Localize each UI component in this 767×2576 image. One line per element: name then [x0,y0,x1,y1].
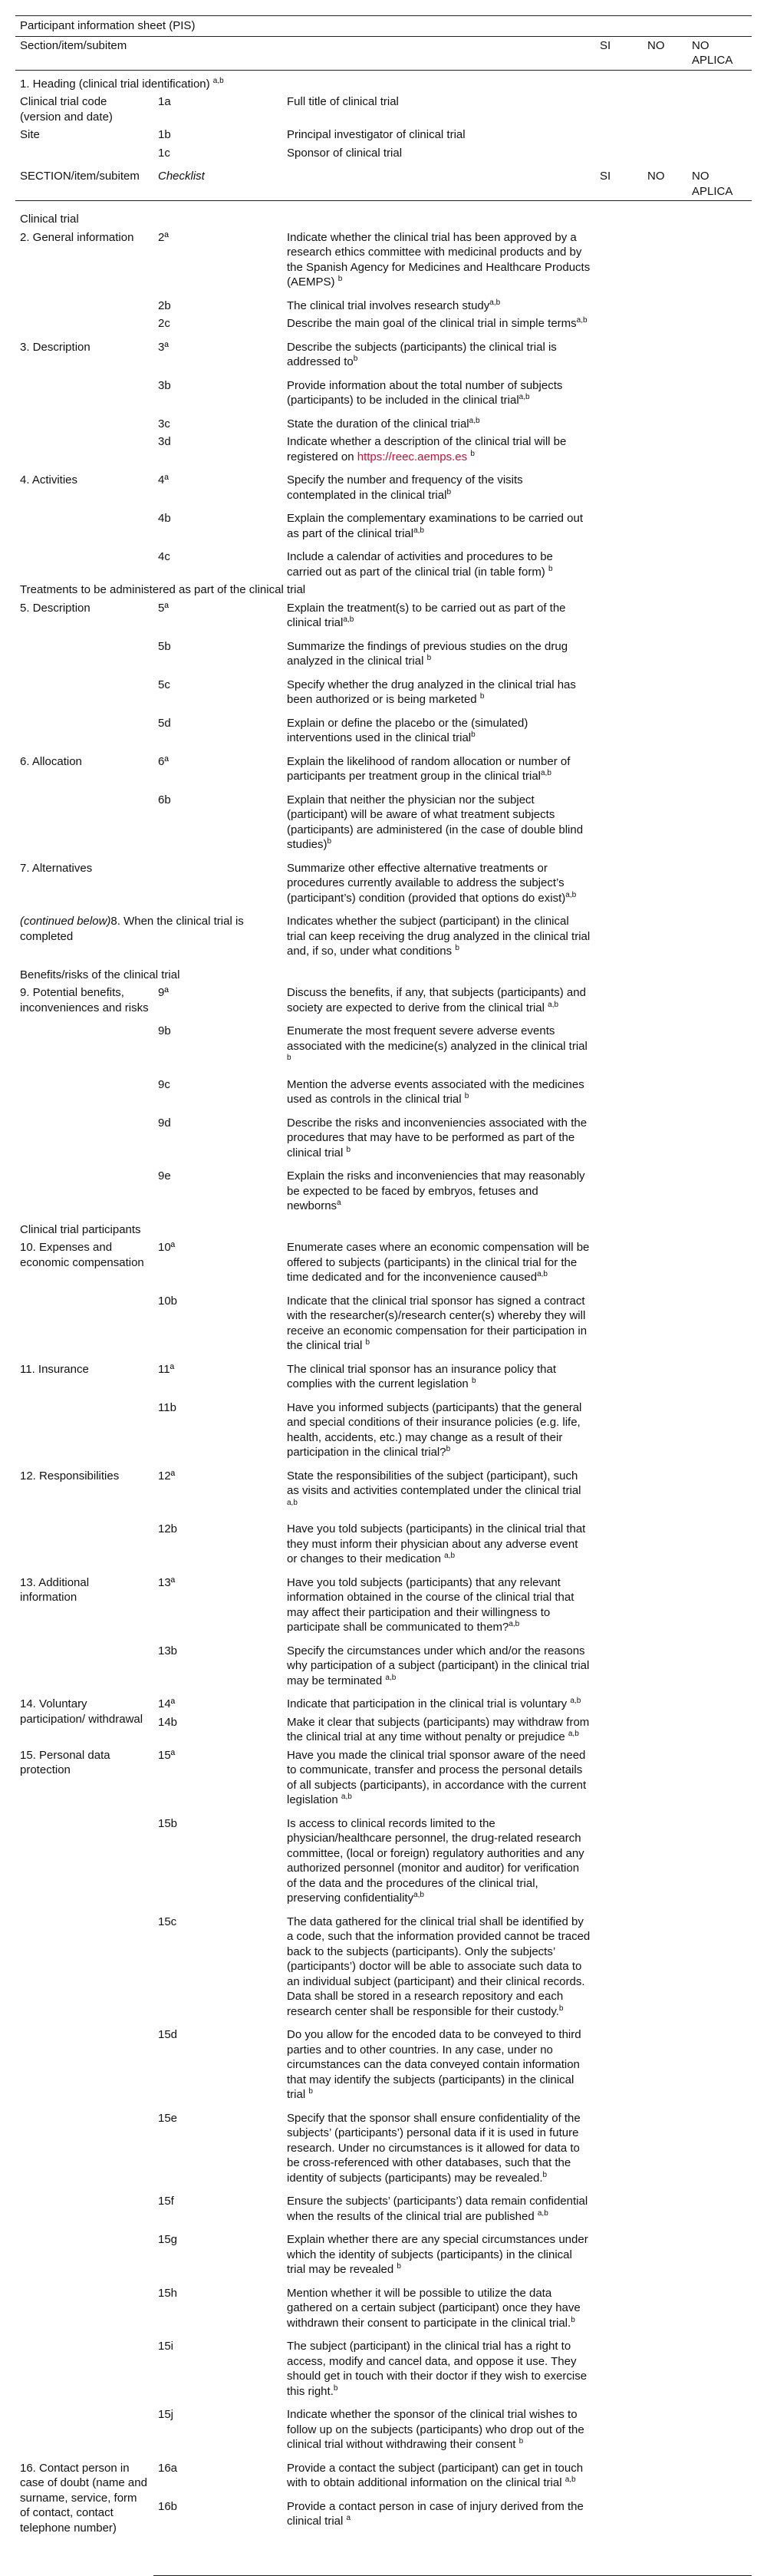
pis-checklist-table [15,15,752,2576]
section-label: 12. Responsibilities [20,1469,120,1483]
item-code: 9b [158,1024,171,1037]
item-text: Have you told subjects (participants) in the clinical trial that they must inform their physician about any adverse event or changes to their medication $^{a,b}$ [287,1522,586,1565]
section-label: 2. General information [20,230,134,244]
item-text: Describe the subjects (participants) the clinical trial is addressed $to^b$ [287,340,557,368]
header2-yes: SI [595,167,643,201]
group-treatments: Treatments to be administered as part of the clinical trial [20,583,306,596]
section-label: 16. Contact person in case of doubt (name and surname, service, form of contact, contact telephone number) [20,2461,147,2535]
section-label: 9. Potential benefits, inconveniences and risks [20,986,149,1014]
item-code: 1a [158,95,171,108]
table-row [15,1239,752,1292]
table-row [15,510,752,548]
header-no: NO [643,36,687,70]
item-code: 3b [158,378,171,392]
table-row [15,1292,752,1361]
item-text: Provide information about the total number of subjects (participants) to be included in the clinical trial$^{a,b}$ [287,378,563,407]
table-title-row [15,16,752,37]
item-code: 9ª [158,986,169,999]
section-label: 3. Description [20,340,91,354]
item-code: 15j [158,2408,174,2421]
header2-na: NO APLICA [687,167,752,201]
item-text: Make it clear that subjects (participants) may withdraw from the clinical trial at any time without penalty or prejudice $^{a,b}$ [287,1715,590,1743]
table-row [15,676,752,714]
item-text: Indicate whether the clinical trial has been approved by a research ethics committee with medicinal products and by the Spanish Agency for Medicines and Healthcare Products (AEMPS) $^b$ [287,230,591,289]
table-row [15,2192,752,2231]
item-text: Include a calendar of activities and procedures to be carried out as part of the clinical trial (in table form) $^b$ [287,550,553,579]
table-row [15,315,752,338]
item-code: 6b [158,793,171,806]
item-text: Indicate whether a description of the clinical trial will be registered on https://reec.aemps.es $^b$ [287,435,567,463]
table-row [15,1467,752,1521]
section-label: 7. Alternatives [20,861,93,875]
table-row [15,791,752,859]
table-row [15,297,752,315]
group-participants: Clinical trial participants [20,1222,141,1236]
group-row [15,966,752,985]
heading-left: Site [20,128,40,141]
table-row [15,2337,752,2406]
item-text: Summarize other effective alternative treatments or procedures currently available to address the subject’s (participant’s) condition (provided that options do exist)$^{a,b}$ [287,861,577,905]
item-text: Specify whether the drug analyzed in the clinical trial has been authorized or is being marketed $^b$ [287,678,576,706]
item-code: 2b [158,298,171,312]
table-row [15,126,752,144]
header2-no: NO [643,167,687,201]
item-code: 2ª [158,230,169,244]
item-text: The clinical trial sponsor has an insurance policy that complies with the current legislation $^b$ [287,1362,557,1390]
item-text: Describe the main goal of the clinical trial in simple terms$^{a,b}$ [287,316,588,330]
item-text: Have you informed subjects (participants) that the general and special conditions of their insurance policies (e.g. life, health, accidents, etc.) may change as a result of their participation in the clinical trial?$^b$ [287,1400,582,1459]
item-text: Explain the risks and inconveniencies that may reasonably be expected to be faced by embryos, fetuses and newborns$^a$ [287,1169,585,1212]
item-text: Enumerate cases where an economic compensation will be offered to subjects (participants) in the clinical trial for the time dedicated and for the inconvenience caused$^{a,b}$ [287,1241,590,1284]
item-code: 9c [158,1077,170,1091]
item-text: Explain whether there are any special circumstances under which the identity of subjects (participants) in the clinical trial may be revealed $^b$ [287,2233,588,2276]
item-code: 13ª [158,1575,176,1589]
table-row [15,2459,752,2498]
section-label: 4. Activities [20,473,78,487]
item-text: Have you made the clinical trial sponsor aware of the need to communicate, transfer and process the personal details of all subjects (participants), in accordance with the current legislation $^{a,b}$ [287,1748,587,1806]
item-code: 6ª [158,754,169,768]
item-code: 3d [158,435,171,448]
item-code: 15i [158,2340,174,2353]
item-code: 16b [153,2498,282,2576]
item-text: Have you told subjects (participants) that any relevant information obtained in the course of the clinical trial that may affect their participation and their willingness to participate shall be communicated to them?$^{a,b}$ [287,1575,574,1634]
table-row [15,338,752,377]
item-text: Describe the risks and inconveniencies associated with the procedures that may have to be performed as part of the clinical trial $^b$ [287,1116,588,1159]
heading-block-row [15,70,752,93]
item-code: 3c [158,417,170,430]
item-code: 4ª [158,473,169,487]
item-text: Specify that the sponsor shall ensure confidentiality of the subjects’ (participants’) personal data if it is used in future research. Under no circumstances is it allowed for data to be cross-referenced with other databases, such that the identity of subjects (participants) may be revealed.$^b$ [287,2111,581,2185]
table-row [15,638,752,676]
item-code: 5ª [158,601,169,615]
table-row [15,912,752,966]
table-row [15,1746,752,1815]
item-code: 3ª [158,340,169,354]
item-text: Enumerate the most frequent severe adverse events associated with the medicine(s) analyzed in the clinical trial $^b$ [287,1024,588,1062]
item-text: The data gathered for the clinical trial shall be identified by a code, such that the information provided cannot be traced back to the subjects (participants). Only the subjects’ (participants’) doctor will be able to associate such data to an individual subject (participant) and their clinical records. Data shall be stored in a research repository and each research center shall be responsible for their custody.$^b$ [287,1915,591,2018]
header-row [15,36,752,70]
item-code: 13b [158,1644,178,1657]
item-code: 5c [158,678,170,691]
item-text: The clinical trial involves research study$^{a,b}$ [287,298,501,312]
table-row [15,548,752,581]
section-label: 15. Personal data protection [20,1748,110,1776]
table-row [15,1399,752,1467]
table-row [15,1815,752,1913]
table-title: Participant information sheet (PIS) [15,16,752,37]
item-code: 11b [158,1400,176,1414]
table-row [15,433,752,471]
table-row [15,229,752,297]
item-code: 10b [158,1294,178,1308]
table-row [15,2406,752,2459]
heading-label: 1. Heading (clinical trial identification) [20,77,210,91]
item-text: Indicates whether the subject (participant) in the clinical trial can keep receiving the drug analyzed in the clinical trial and, if so, under what conditions $^b$ [287,915,591,958]
item-text: Mention the adverse events associated with the medicines used as controls in the clinical trial $^b$ [287,1077,584,1106]
table-row [15,1520,752,1574]
item-code: 15c [158,1915,177,1928]
item-text: Provide a contact person in case of injury derived from the clinical trial $^a$ [282,2498,595,2576]
table-row [15,1642,752,1696]
item-text: Specify the number and frequency of the visits contemplated in the clinical trial$^b$ [287,473,523,502]
table-row [15,93,752,126]
item-code: 15b [158,1816,178,1830]
item-text: Specify the circumstances under which and/or the reasons why participation of a subject (participant) in the clinical trial may be terminated $^{a,b}$ [287,1644,590,1687]
table-row [15,377,752,415]
item-code: 15d [158,2028,178,2041]
item-code: 5d [158,716,171,730]
item-text: Full title of clinical trial [287,95,399,108]
table-row [15,984,752,1022]
item-text: Discuss the benefits, if any, that subjects (participants) and society are expected to derive from the clinical trial $^{a,b}$ [287,986,586,1014]
header-yes: SI [595,36,643,70]
table-row [15,1695,752,1713]
item-code: 1b [158,128,171,141]
section-label: 10. Expenses and economic compensation [20,1241,144,1269]
table-row [15,415,752,434]
group-benefits-risks: Benefits/risks of the clinical trial [20,968,180,981]
item-text: The subject (participant) in the clinical trial has a right to access, modify and cancel data, and oppose it use. They should get in touch with their doctor if they wish to exercise this right.$^b$ [287,2340,588,2398]
section-label: 13. Additional information [20,1575,90,1604]
section-label: 5. Description [20,601,91,615]
item-code: 15f [158,2195,174,2208]
item-code: 5b [158,639,171,653]
group-row [15,201,752,229]
item-code: 15h [158,2286,178,2300]
item-text: Is access to clinical records limited to the physician/healthcare personnel, the drug-related research committee, (local or foreign) regulatory authorities and any authorized personnel (monitor and auditor) for verification of the data and the procedures of the clinical trial, preserving confidentiality$^{a,b}$ [287,1816,584,1905]
item-code: 11ª [158,1362,175,1376]
item-code: 4b [158,512,171,525]
table-row [15,714,752,753]
item-code: 9d [158,1116,171,1130]
item-text: Indicate that participation in the clinical trial is voluntary $^{a,b}$ [287,1697,581,1710]
item-text: State the duration of the clinical trial$^{a,b}$ [287,416,480,430]
heading-left [15,144,153,168]
table-row [15,1361,752,1399]
item-code: 16a [158,2461,178,2475]
table-row [15,1574,752,1642]
section-label: (continued below)8. When the clinical trial is completed [20,915,244,943]
item-text: Provide a contact the subject (participant) can get in touch with to obtain additional information on the clinical trial $^{a,b}$ [287,2461,584,2489]
item-text: Indicate that the clinical trial sponsor has signed a contract with the researcher(s)/research center(s) whereby they will receive an economic compensation for their participation in the clinical trial $^b$ [287,1294,588,1352]
item-text: Explain the likelihood of random allocation or number of participants per treatment group in the clinical trial$^{a,b}$ [287,754,571,783]
item-text: Sponsor of clinical trial [287,146,403,160]
item-text: Explain or define the placebo or the (simulated) interventions used in the clinical trial$^b$ [287,716,528,744]
header2-checklist: Checklist [153,167,282,201]
item-text: Explain the treatment(s) to be carried out as part of the clinical trial$^{a,b}$ [287,601,566,629]
item-code: 9e [158,1169,171,1182]
item-text: Explain the complementary examinations to be carried out as part of the clinical trial$^{a,b}$ [287,512,584,540]
table-row [15,2109,752,2193]
header-na: NO APLICA [687,36,752,70]
item-text: Principal investigator of clinical trial [287,128,466,141]
item-text: Mention whether it will be possible to utilize the data gathered on a certain subject (participant) once they have withdrawn their consent to participate in the clinical trial.$^b$ [287,2286,581,2330]
table-row [15,144,752,168]
table-row [15,753,752,791]
group-clinical-trial: Clinical trial [20,213,79,226]
table-row [15,1022,752,1076]
item-code: 14b [158,1715,178,1729]
table-row [15,1913,752,2027]
header-row-2 [15,167,752,201]
item-text: State the responsibilities of the subject (participant), such as visits and activities contemplated under the clinical trial $^{a,b}$ [287,1469,581,1507]
registry-link[interactable]: https://reec.aemps.es [357,450,468,463]
table-row [15,471,752,510]
table-row [15,1167,752,1221]
item-code: 15e [158,2111,178,2125]
header2-section: SECTION/item/subitem [15,167,153,201]
item-text: Summarize the findings of previous studies on the drug analyzed in the clinical trial $^b$ [287,639,568,668]
item-text: Ensure the subjects’ (participants’) data remain confidential when the results of the clinical trial are published $^{a,b}$ [287,2195,588,2223]
item-text: Indicate whether the sponsor of the clinical trial wishes to follow up on the subjects (participants) who drop out of the clinical trial without withdrawing their consent $^b$ [287,2408,584,2451]
item-code: 12b [158,1522,178,1535]
item-code: 12ª [158,1469,176,1483]
table-row [15,859,752,913]
item-code: 2c [158,317,170,330]
table-row [15,2284,752,2338]
item-code: 15ª [158,1748,176,1762]
section-label: 11. Insurance [20,1362,89,1376]
section-label: 6. Allocation [20,754,82,768]
item-code: 1c [158,146,170,160]
item-code: 10ª [158,1241,176,1254]
header-section: Section/item/subitem [15,36,595,70]
item-text: Do you allow for the encoded data to be conveyed to third parties and to other countries. In any case, under no circumstances can the data conveyed contain information that may identify the subjects (participants) in the clinical trial $^b$ [287,2028,581,2101]
group-row [15,581,752,599]
table-row [15,1076,752,1114]
item-code: 15g [158,2233,178,2246]
table-row [15,2026,752,2109]
table-row [15,599,752,638]
item-text: Explain that neither the physician nor the subject (participant) will be aware of what treatment subjects (participants) are administered (in the case of double blind studies)$^b$ [287,793,584,851]
item-code: 4c [158,550,170,563]
group-row [15,1221,752,1239]
table-row [15,2231,752,2284]
heading-left: Clinical trial code (version and date) [20,95,113,124]
heading-label-sup: a,b [212,76,224,85]
table-row [15,1114,752,1168]
section-label: 14. Voluntary participation/ withdrawal [20,1697,143,1726]
item-code: 14ª [158,1697,176,1710]
